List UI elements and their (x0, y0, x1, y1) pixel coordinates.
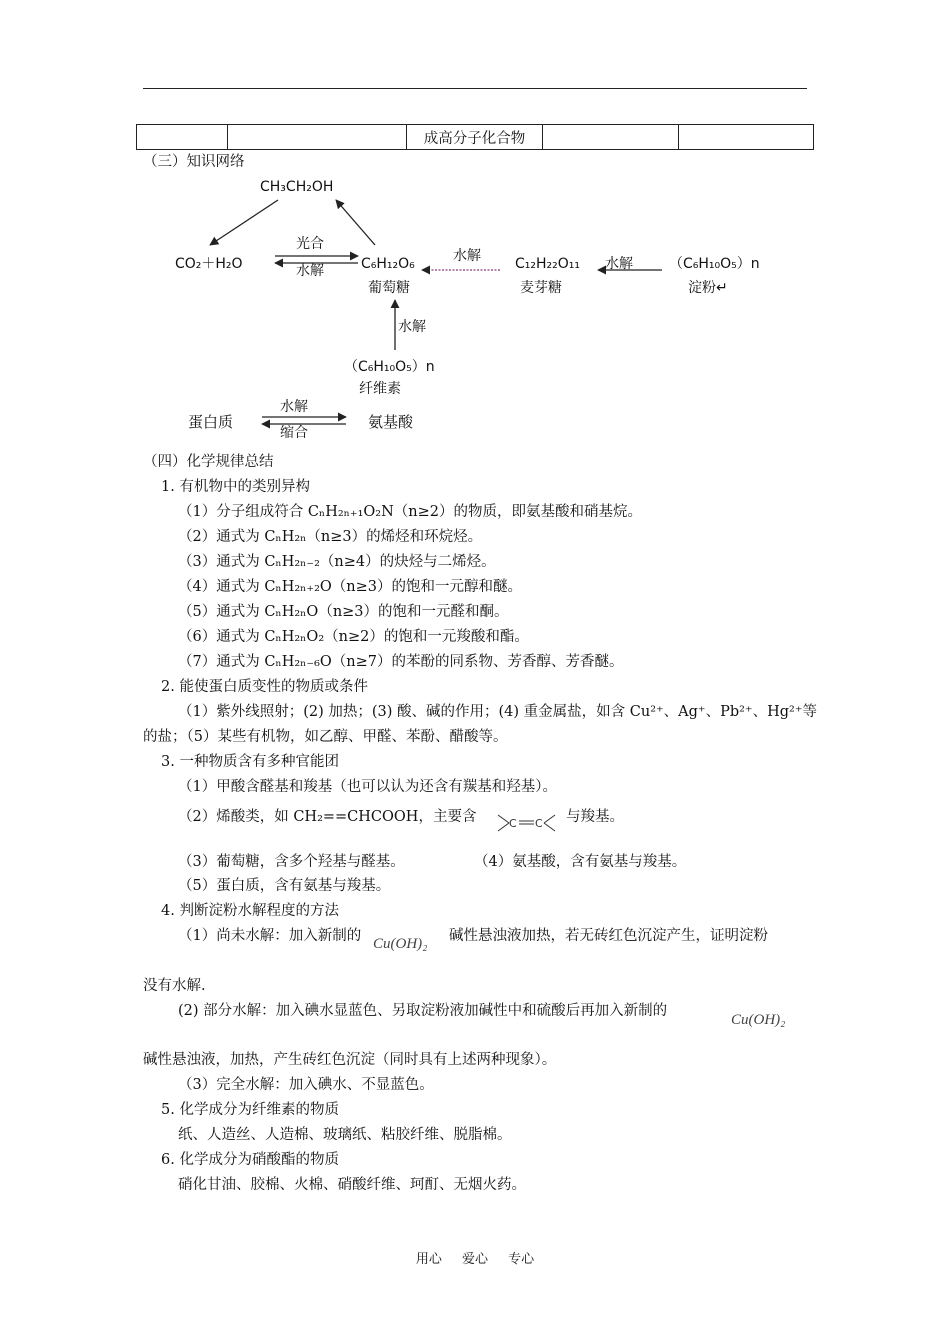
co2-water-label: CO₂＋H₂O (175, 256, 243, 272)
cellulose-label: 纤维素 (359, 381, 401, 397)
paragraph: 纸、人造丝、人造棉、玻璃纸、粘胶纤维、脱脂棉。 (178, 1127, 512, 1143)
list-item: （7）通式为 CₙH₂ₙ₋₆O（n≥7）的苯酚的同系物、芳香醇、芳香醚。 (178, 654, 624, 670)
hydrolysis-label: 水解 (605, 256, 633, 272)
paragraph: 碱性悬浊液加热，若无砖红色沉淀产生，证明淀粉 (449, 928, 768, 944)
list-item: （3）葡萄糖，含多个羟基与醛基。 (178, 854, 405, 870)
photosynthesis-label: 光合 (296, 236, 324, 252)
heading-5: 5. 化学成分为纤维素的物质 (161, 1102, 339, 1118)
page-footer (0, 1248, 950, 1267)
svg-text:C: C (509, 817, 517, 830)
maltose-formula: C₁₂H₂₂O₁₁ (515, 256, 580, 272)
footer-text: 专心 (508, 1252, 535, 1267)
list-item: （5）蛋白质，含有氨基与羧基。 (178, 878, 391, 894)
amino-acid-label: 氨基酸 (368, 413, 414, 431)
cu-oh-2-formula: Cu(OH)₂ (731, 1012, 786, 1028)
heading-3: 3. 一种物质含有多种官能团 (161, 754, 339, 770)
paragraph: 硝化甘油、胶棉、火棉、硝酸纤维、珂酊、无烟火药。 (178, 1177, 526, 1193)
glucose-formula: C₆H₁₂O₆ (361, 256, 415, 272)
list-item-tail: 与羧基。 (566, 809, 624, 825)
cu-oh-2-formula: Cu(OH)₂ (373, 936, 428, 952)
condensation-label: 缩合 (280, 425, 308, 441)
list-item: （4）通式为 CₙH₂ₙ₊₂O（n≥3）的饱和一元醇和醚。 (178, 579, 522, 595)
ethanol-label: CH₃CH₂OH (260, 179, 334, 195)
hydrolysis-label: 水解 (296, 263, 324, 279)
section4-title: （四）化学规律总结 (143, 454, 274, 470)
paragraph: (2) 部分水解：加入碘水显蓝色、另取淀粉液加碱性中和硫酸后再加入新制的 (178, 1003, 668, 1019)
maltose-label: 麦芽糖 (520, 280, 562, 296)
arrow-ethanol-to-co2 (210, 200, 278, 245)
hydrolysis-label: 水解 (453, 248, 481, 264)
paragraph: （3）完全水解：加入碘水、不显蓝色。 (178, 1077, 434, 1093)
starch-formula: （C₆H₁₀O₅）n (669, 256, 760, 272)
section3-title: （三）知识网络 (143, 154, 245, 170)
list-item: （6）通式为 CₙH₂ₙO₂（n≥2）的饱和一元羧酸和酯。 (178, 629, 529, 645)
paragraph: （1）紫外线照射；(2) 加热；(3) 酸、碱的作用；(4) 重金属盐，如含 Cu²⁺、Ag⁺、Pb²⁺、Hg²⁺等 (178, 704, 817, 720)
list-item: （5）通式为 CₙH₂ₙO（n≥3）的饱和一元醛和酮。 (178, 604, 509, 620)
hydrolysis-label: 水解 (398, 319, 426, 335)
starch-label: 淀粉↵ (688, 280, 728, 296)
list-item: （1）甲酸含醛基和羧基（也可以认为还含有羰基和羟基）。 (178, 779, 557, 795)
table-cell: 成高分子化合物 (407, 125, 543, 150)
arrow-glucose-to-ethanol (336, 200, 375, 245)
hydrolysis-label: 水解 (280, 399, 308, 415)
list-item: （2）烯酸类，如 CH₂==CHCOOH，主要含 (178, 809, 477, 825)
heading-6: 6. 化学成分为硝酸酯的物质 (161, 1152, 339, 1168)
heading-1: 1. 有机物中的类别异构 (161, 479, 310, 495)
cellulose-formula: （C₆H₁₀O₅）n (344, 359, 435, 375)
footer-text: 爱心 (461, 1252, 488, 1267)
svg-text:C: C (535, 817, 543, 830)
paragraph: 碱性悬浊液，加热，产生砖红色沉淀（同时具有上述两种现象）。 (143, 1052, 557, 1068)
list-item: （1）分子组成符合 CₙH₂ₙ₊₁O₂N（n≥2）的物质，即氨基酸和硝基烷。 (178, 504, 642, 520)
paragraph: 没有水解. (143, 978, 206, 994)
list-item: （3）通式为 CₙH₂ₙ₋₂（n≥4）的炔烃与二烯烃。 (178, 554, 496, 570)
paragraph: 的盐；（5）某些有机物，如乙醇、甲醛、苯酚、醋酸等。 (143, 729, 508, 745)
paragraph: （1）尚未水解：加入新制的 (178, 928, 362, 944)
footer-text: 用心 (415, 1252, 442, 1267)
heading-2: 2. 能使蛋白质变性的物质或条件 (161, 679, 368, 695)
list-item: （4）氨基酸，含有氨基与羧基。 (474, 854, 687, 870)
list-item: （2）通式为 CₙH₂ₙ（n≥3）的烯烃和环烷烃。 (178, 529, 483, 545)
protein-label: 蛋白质 (188, 413, 234, 431)
heading-4: 4. 判断淀粉水解程度的方法 (161, 903, 339, 919)
cc-double-bond-icon (496, 812, 568, 836)
glucose-label: 葡萄糖 (368, 280, 410, 296)
